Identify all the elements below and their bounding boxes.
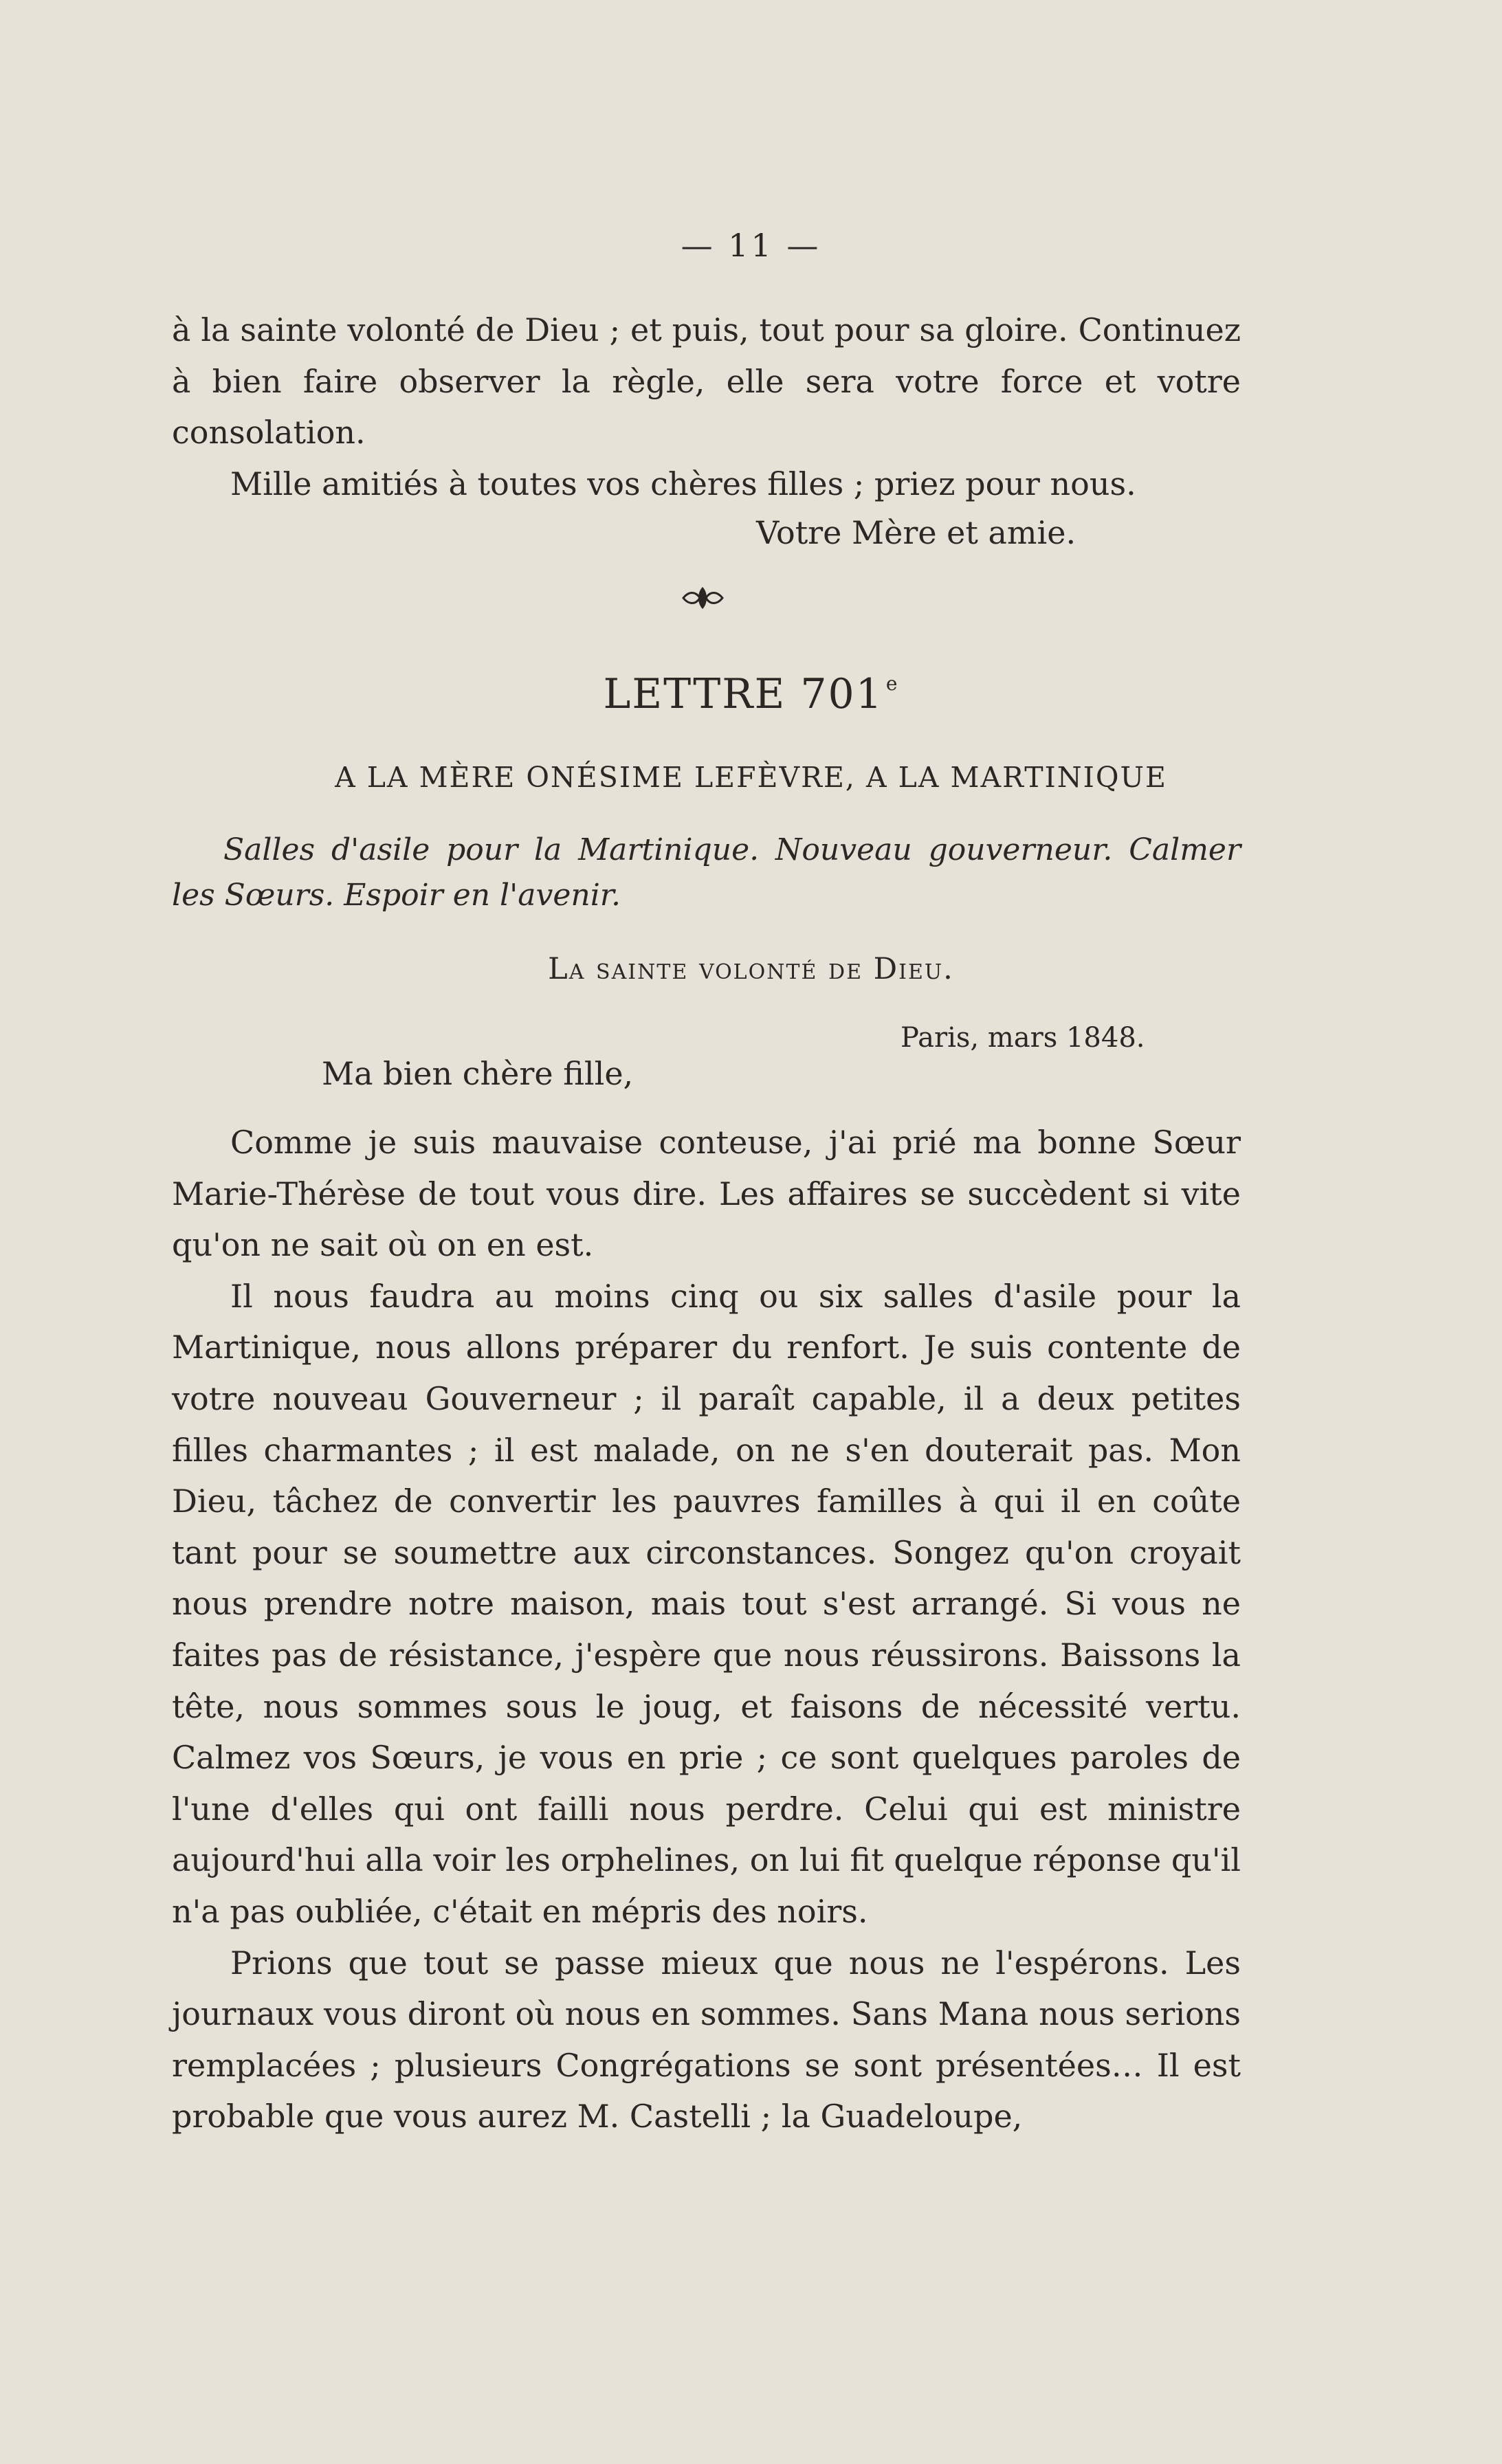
- letter-paragraph-1: Comme je suis mauvaise conteuse, j'ai prié ma bonne Sœur Marie-Thérèse de tout vous dire. Les affaires se succèdent si vite qu'on ne sait où on en est.: [172, 1124, 1241, 1264]
- page-number: — 11 —: [681, 227, 821, 264]
- letter-title: [0, 670, 1502, 718]
- letter-subject: La sainte volonté de Dieu.: [548, 952, 954, 986]
- letter-title-superscript: e: [885, 672, 899, 695]
- fleuron-ornament-icon: [681, 584, 725, 612]
- opening-paragraph-1: à la sainte volonté de Dieu ; et puis, tout pour sa gloire. Continuez à bien faire observer la règle, elle sera votre force et votre consolation.: [172, 311, 1241, 452]
- opening-text: [172, 304, 1241, 509]
- letter-date: Paris, mars 1848.: [901, 1022, 1145, 1054]
- letter-salutation: Ma bien chère fille,: [322, 1055, 634, 1092]
- letter-title-text: LETTRE 701: [603, 670, 883, 718]
- signature: Votre Mère et amie.: [756, 514, 1076, 551]
- letter-recipient: A LA MÈRE ONÉSIME LEFÈVRE, A LA MARTINIQUE: [335, 761, 1167, 794]
- letter-body: [172, 1117, 1241, 2142]
- letter-summary: Salles d'asile pour la Martinique. Nouveau gouverneur. Calmer les Sœurs. Espoir en l'avenir.: [172, 832, 1241, 913]
- letter-paragraph-3: Prions que tout se passe mieux que nous ne l'espérons. Les journaux vous diront où nous en sommes. Sans Mana nous serions remplacées ; plusieurs Congrégations se sont présentées… Il est probable que vous aurez M. Castelli ; la Guadeloupe,: [172, 1944, 1241, 2135]
- opening-paragraph-2: Mille amitiés à toutes vos chères filles ; priez pour nous.: [230, 465, 1136, 502]
- letter-paragraph-2: Il nous faudra au moins cinq ou six salles d'asile pour la Martinique, nous allons préparer du renfort. Je suis contente de votre nouveau Gouverneur ; il paraît capable, il a deux petites filles charmantes ; il est malade, on ne s'en douterait pas. Mon Dieu, tâchez de convertir les pauvres familles à qui il en coûte tant pour se soumettre aux circonstances. Songez qu'on croyait nous prendre notre maison, mais tout s'est arrangé. Si vous ne faites pas de résistance, j'espère que nous réussirons. Baissons la tête, nous sommes sous le joug, et faisons de nécessité vertu. Calmez vos Sœurs, je vous en prie ; ce sont quelques paroles de l'une d'elles qui ont failli nous perdre. Celui qui est ministre aujourd'hui alla voir les orphelines, on lui fit quelque réponse qu'il n'a pas oubliée, c'était en mépris des noirs.: [172, 1277, 1241, 1930]
